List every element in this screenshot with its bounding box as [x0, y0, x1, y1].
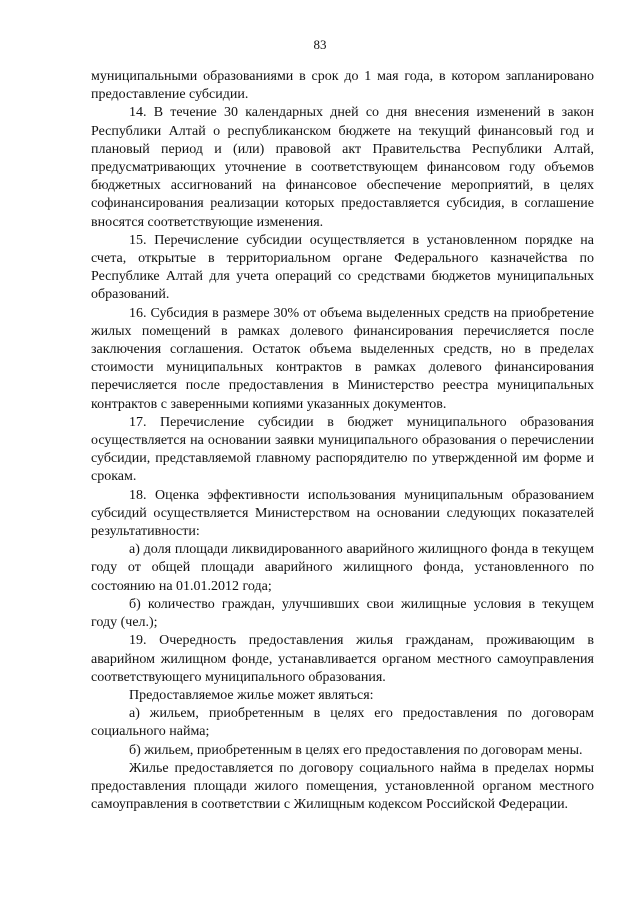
paragraph-continuation: муниципальными образованиями в срок до 1 мая года, в котором запланировано предоставление субсидии.: [91, 69, 594, 103]
paragraph-housing-norm: Жилье предоставляется по договору социального найма в пределах нормы предоставления площади жилого помещения, установленной органом местного самоуправления в соответствии с Жилищным кодексом Российской Федерации.: [91, 760, 594, 813]
paragraph-housing-type-a: а) жильем, приобретенным в целях его предоставления по договорам социального найма;: [91, 706, 594, 740]
paragraph-14: 14. В течение 30 календарных дней со дня внесения изменений в закон Республики Алтай о республиканском бюджете на текущий финансовый год и плановый период и (или) правовой акт Правительства Республики Алтай, предусматривающих уточнение в соответствующем финансовом году объемов бюджетных ассигнований на финансовое обеспечение мероприятий, в целях софинансирования реализации которых предоставляется субсидия, в соглашение вносятся соответствующие изменения.: [91, 105, 594, 230]
document-body: [91, 68, 594, 814]
page-number: 83: [313, 37, 327, 52]
paragraph-17: 17. Перечисление субсидии в бюджет муниципального образования осуществляется на основании заявки муниципального образования о перечислении субсидии, представляемой главному распорядителю по утвержденной им форме и срокам.: [91, 414, 594, 485]
paragraph-15: 15. Перечисление субсидии осуществляется в установленном порядке на счета, открытые в территориальном органе Федерального казначейства по Республике Алтай для учета операций со средствами бюджетов муниципальных образований.: [91, 232, 594, 303]
paragraph-19: 19. Очередность предоставления жилья гражданам, проживающим в аварийном жилищном фонде, устанавливается органом местного самоуправления соответствующего муниципального образования.: [91, 633, 594, 685]
paragraph-18a: а) доля площади ликвидированного аварийного жилищного фонда в текущем году от общей площади аварийного жилищного фонда, установленного по состоянию на 01.01.2012 года;: [91, 542, 594, 594]
paragraph-16: 16. Субсидия в размере 30% от объема выделенных средств на приобретение жилых помещений в рамках долевого финансирования перечисляется после заключения соглашения. Остаток объема выделенных средств, но в пределах стоимости муниципальных контрактов в рамках долевого финансирования перечисляется после предоставления в Министерство реестра муниципальных контрактов с заверенными копиями указанных документов.: [91, 305, 594, 412]
paragraph-18b: б) количество граждан, улучшивших свои жилищные условия в текущем году (чел.);: [91, 596, 594, 631]
paragraph-housing-type-b: б) жильем, приобретенным в целях его предоставления по договорам мены.: [129, 742, 583, 758]
paragraph-18: 18. Оценка эффективности использования муниципальным образованием субсидий осуществляется Министерством на основании следующих показателей результативности:: [91, 487, 594, 540]
paragraph-housing-types-intro: Предоставляемое жилье может являться:: [129, 687, 374, 703]
